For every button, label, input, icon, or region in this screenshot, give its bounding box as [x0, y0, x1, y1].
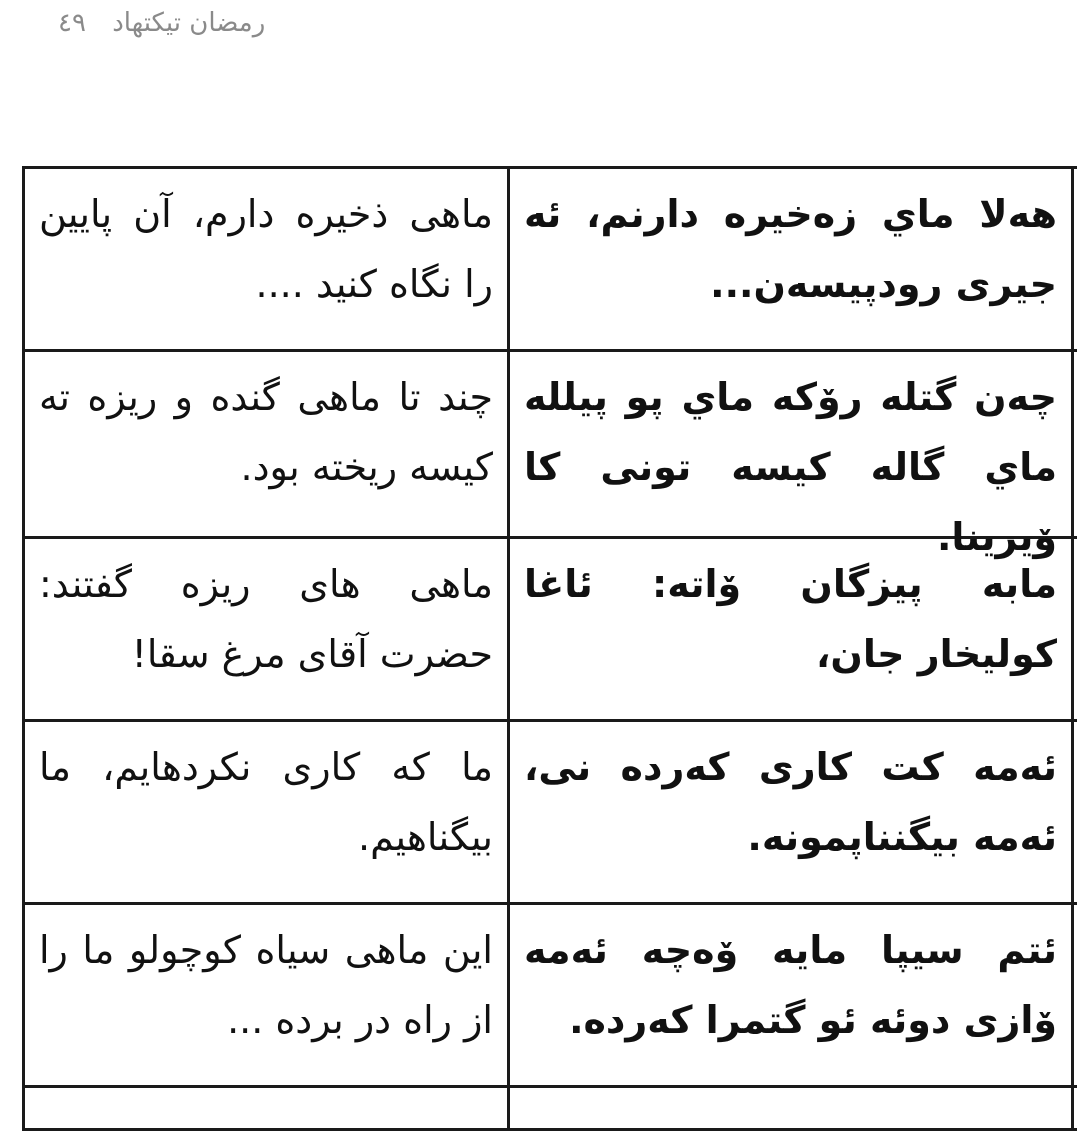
page-number: ٤٩ [58, 8, 86, 38]
kurdish-cell: ئەمه کت کاری کەرده نی، ئەمه بیگنناپمونه. [510, 722, 1074, 902]
table-row [25, 169, 1077, 352]
table-row [25, 352, 1077, 559]
persian-cell: چند تا ماهی گنده و ریزه ته کیسه ریخته بود. [25, 352, 510, 536]
kurdish-cell [510, 1088, 1074, 1128]
persian-cell: ما که کاری نکردهایم، ما بیگناهیم. [25, 722, 510, 902]
kurdish-cell: ئتم سیپا مایه ۆەچه ئەمه ۆازی دوئه ئو گتمرا کەرده. [510, 905, 1074, 1085]
table-row [25, 722, 1077, 905]
kurdish-cell: چەن گتله رۆکه ماي پو پیلله ماي گاله کیسه تونی کا ۆیرینا. [510, 352, 1074, 536]
persian-cell: این ماهی سیاه کوچولو ما را از راه در برده ... [25, 905, 510, 1085]
translation-table [22, 166, 1077, 1131]
persian-cell: ماهی ذخیره دارم، آن پایین را نگاه کنید .... [25, 169, 510, 349]
kurdish-cell: هەلا ماي زەخیره دارنم، ئه جیری رودپیسەن... [510, 169, 1074, 349]
table-row [25, 905, 1077, 1088]
page-header [58, 8, 265, 38]
header-title: رمضان تیکتهاد [112, 8, 266, 38]
table-row [25, 539, 1077, 722]
persian-cell: ماهی های ریزه گفتند: حضرت آقای مرغ سقا! [25, 539, 510, 719]
persian-cell [25, 1088, 510, 1128]
kurdish-cell: مابه پیزگان ۆاته: ئاغا کولیخار جان، [510, 539, 1074, 719]
table-row [25, 1088, 1077, 1131]
